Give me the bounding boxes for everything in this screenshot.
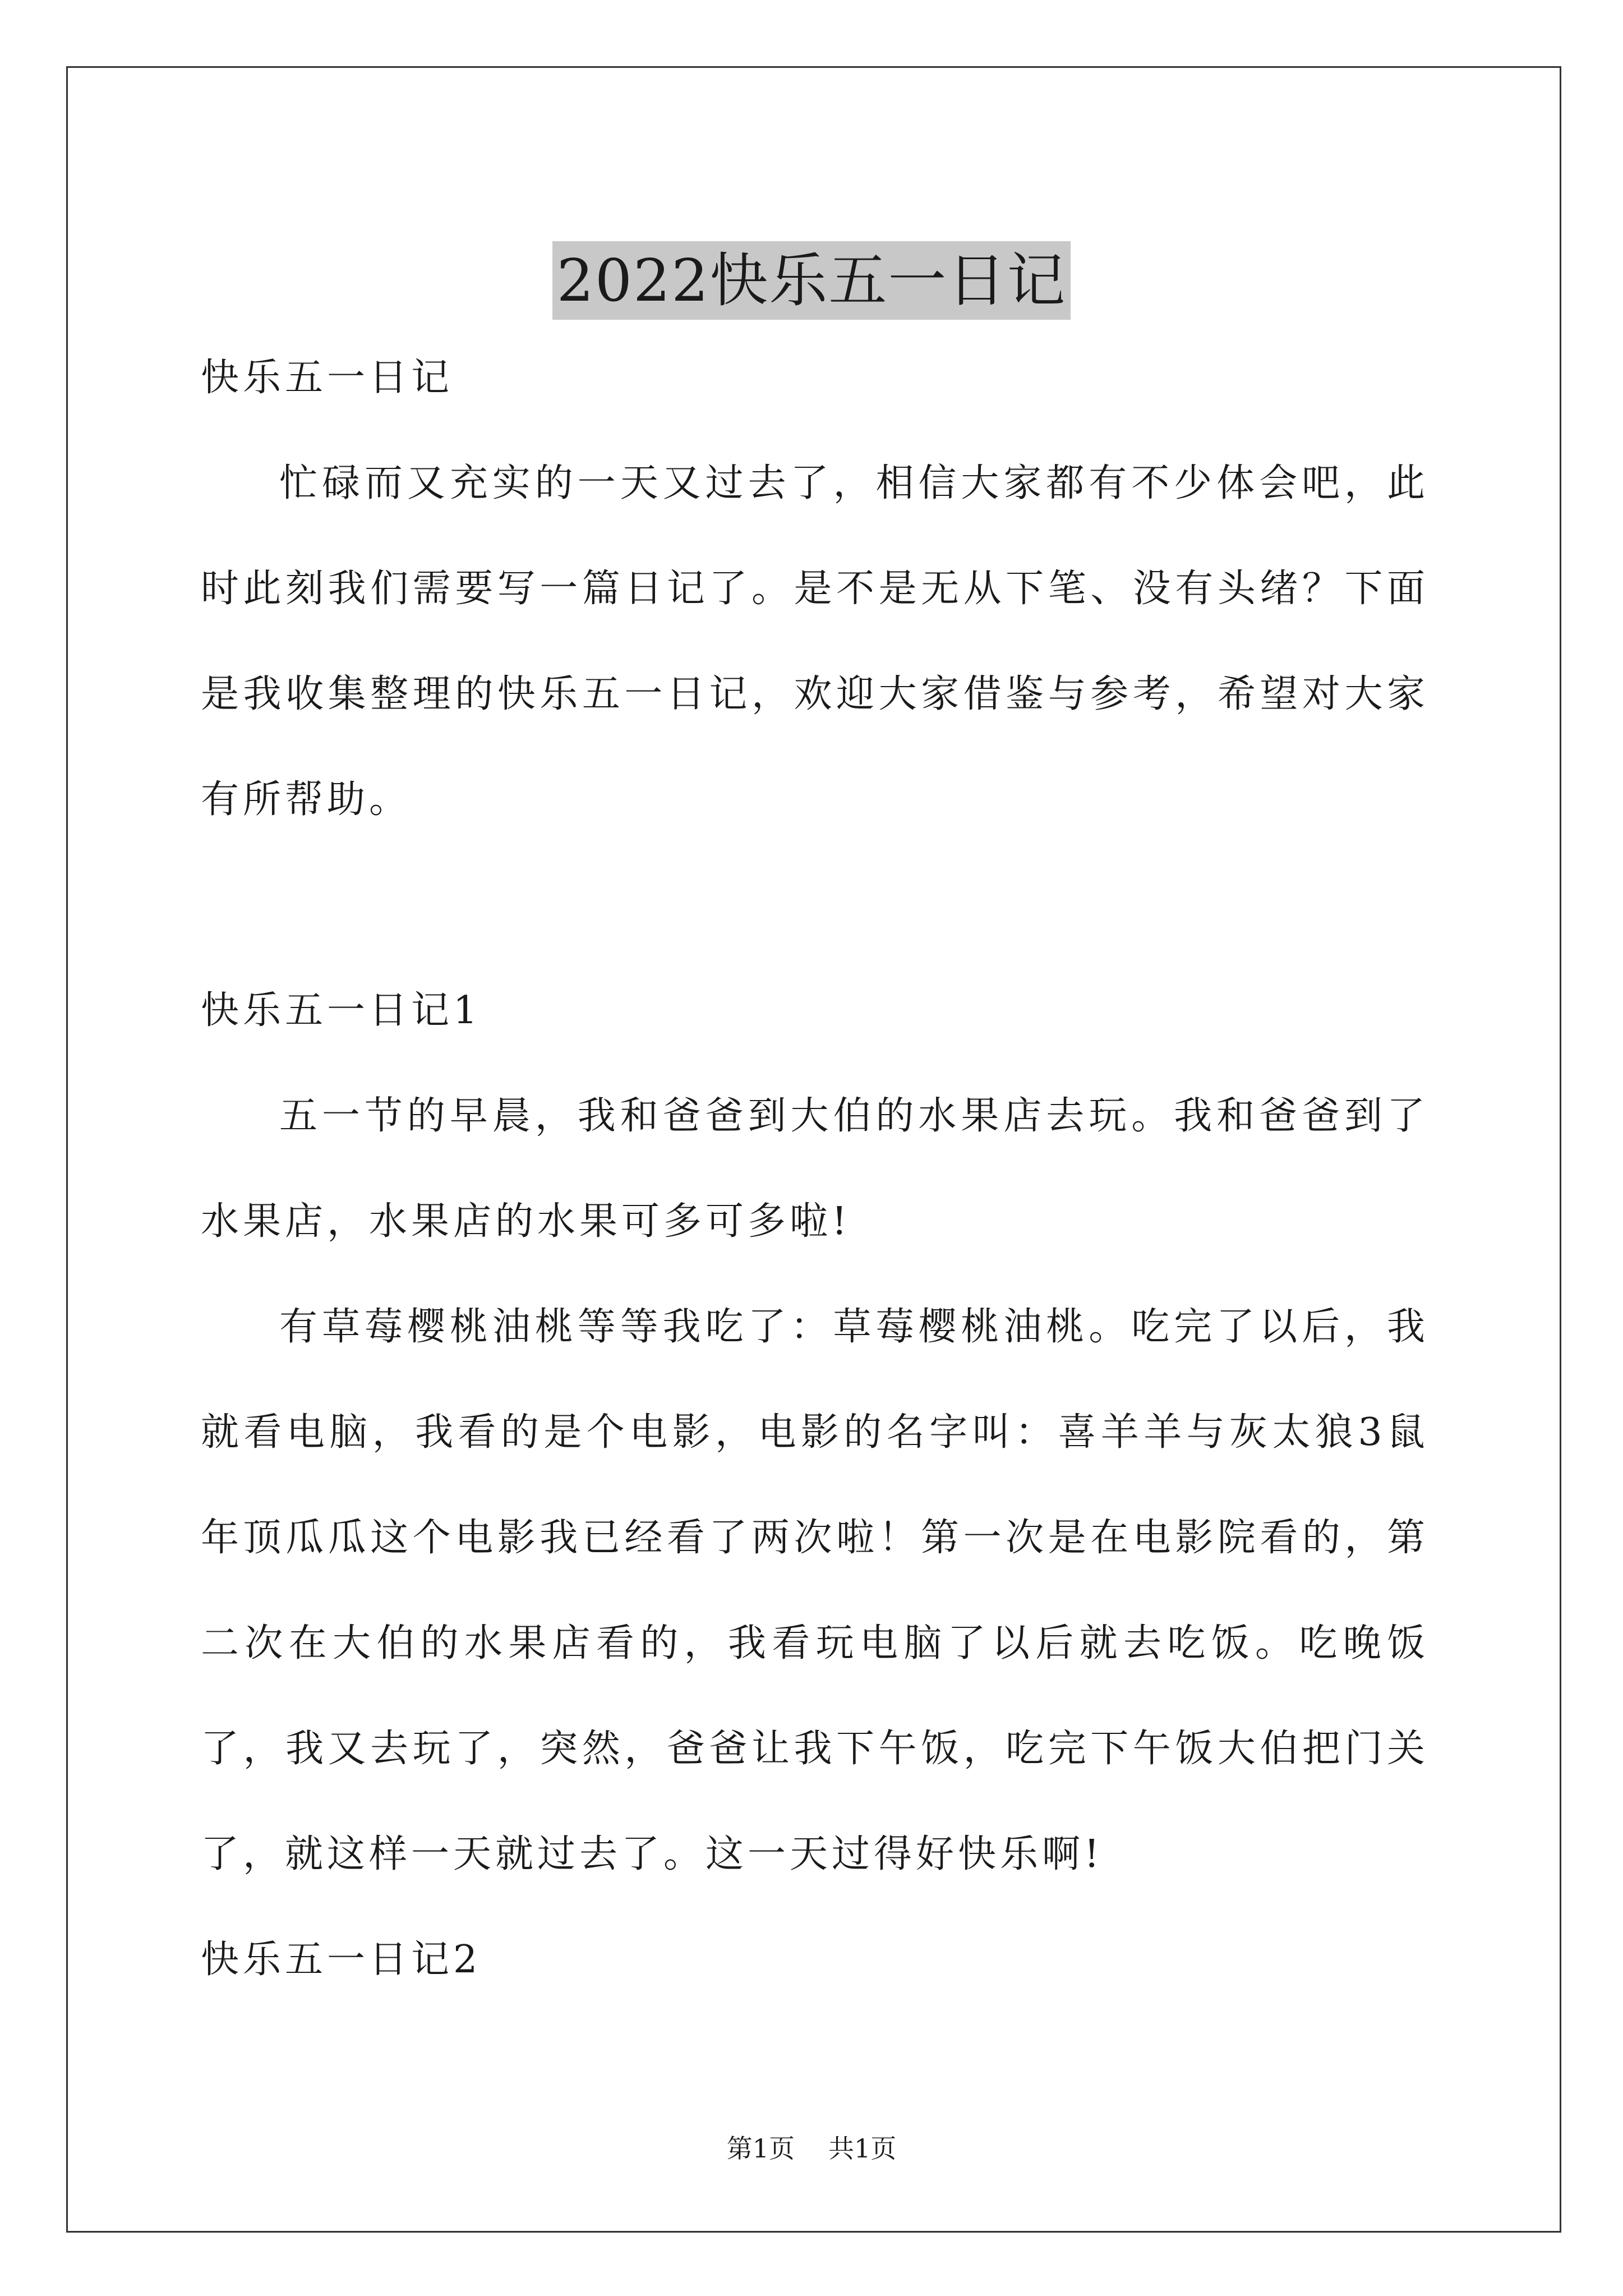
section-heading-intro: 快乐五一日记 [201,356,454,400]
paragraph-gap [201,853,1429,958]
intro-paragraph: 忙碌而又充实的一天又过去了，相信大家都有不少体会吧，此时此刻我们需要写一篇日记了。是不是无从下笔、没有头绪？下面是我收集整理的快乐五一日记，欢迎大家借鉴与参考，希望对大家有所帮助。 [201,461,1429,822]
diary-1-paragraph-1: 五一节的早晨，我和爸爸到大伯的水果店去玩。我和爸爸到了水果店，水果店的水果可多可多啦! [201,1094,1429,1244]
page-count: 共1页 [828,2133,897,2164]
section-heading-1: 快乐五一日记1 [201,988,482,1033]
section-heading-2: 快乐五一日记2 [201,1938,482,1982]
document-title: 2022快乐五一日记 [552,241,1071,320]
page-number: 第1页 [726,2133,795,2164]
document-body [201,325,1429,2013]
page-footer [0,2132,1623,2165]
diary-1-paragraph-2: 有草莓樱桃油桃等等我吃了：草莓樱桃油桃。吃完了以后，我就看电脑，我看的是个电影，电影的名字叫：喜羊羊与灰太狼3鼠年顶瓜瓜这个电影我已经看了两次啦！第一次是在电影院看的，第二次在大伯的水果店看的，我看玩电脑了以后就去吃饭。吃晚饭了，我又去玩了，突然，爸爸让我下午饭，吃完下午饭大伯把门关了，就这样一天就过去了。这一天过得好快乐啊! [201,1305,1430,1876]
